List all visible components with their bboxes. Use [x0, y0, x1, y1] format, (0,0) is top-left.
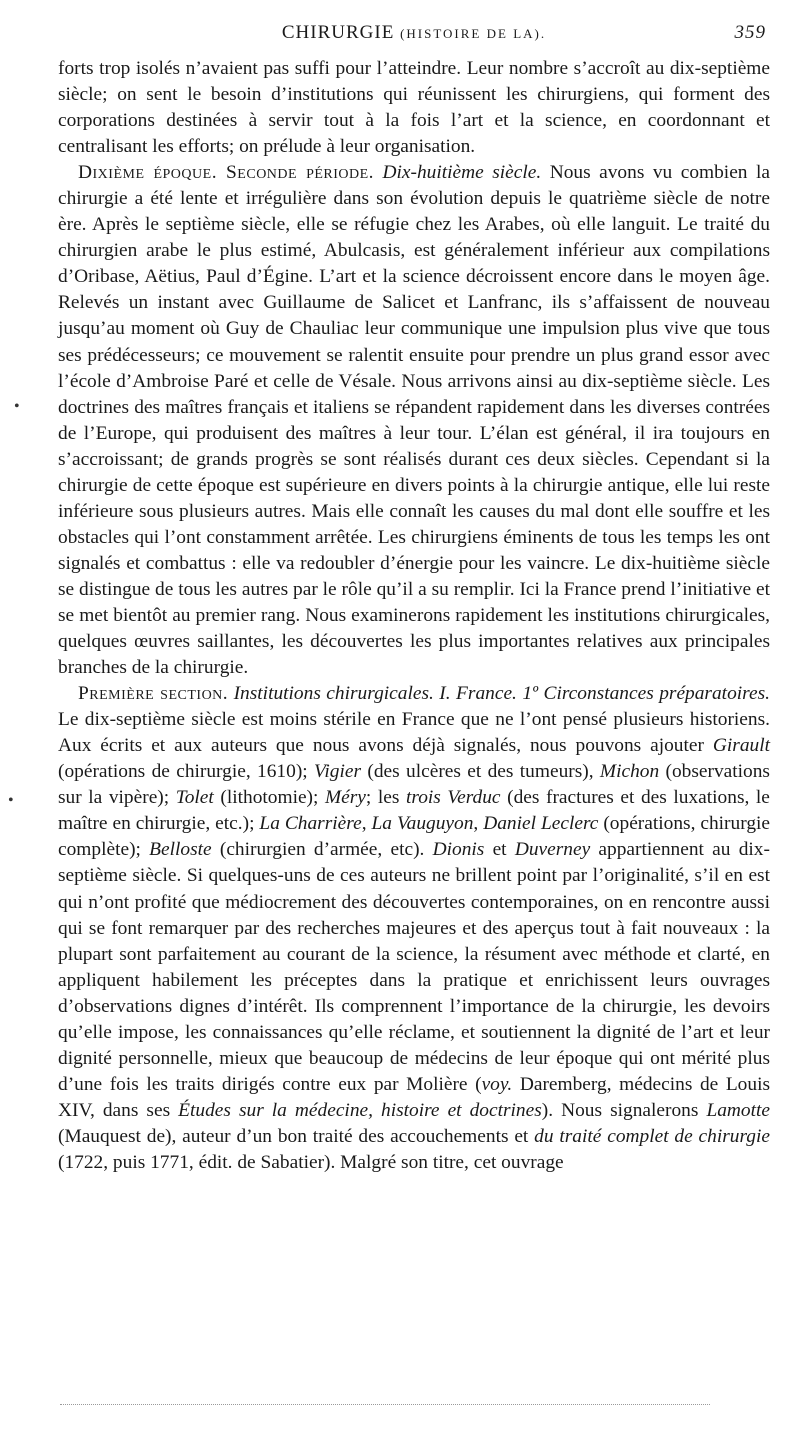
header-title: CHIRURGIE: [281, 22, 395, 43]
section-lead: Dixième époque. Seconde période.: [78, 162, 375, 184]
paragraph-text: (des fractures et des luxations, le maître en chirurgie, etc.);: [58, 787, 770, 835]
paragraph-text: Nous avons vu combien la chirurgie a été lente et irrégulière dans son évolution depuis le quatrième siècle de notre ère. Après le septième siècle, elle se réfugie chez les Arabes, où elle languit. Le traité du chirurgien arabe le plus estimé, Abulcasis, est généralement inférieur aux compilations d’Oribase, Aëtius, Paul d’Égine. L’art et la science décroissent encore dans le moyen âge. Relevés un instant avec Guillaume de Salicet et Lanfranc, ils s’affaissent de nouveau jusqu’au moment où Guy de Chauliac leur communique une impulsion plus vive que tous ses prédécesseurs; ce mouvement se ralentit ensuite pour prendre un plus grand essor avec l’école d’Ambroise Paré et celle de Vésale. Nous arrivons ainsi au dix-septième siècle. Les doctrines des maîtres français et italiens se répandent rapidement dans les diverses contrées de l’Europe, qui produisent des maîtres à leur tour. L’élan est général, il ira toujours en s’accroissant; de grands progrès se sont réalisés durant ces deux siècles. Cependant si la chirurgie de cette époque est supérieure en divers points à la chirurgie antique, elle lui reste inférieure sous plusieurs autres. Mais elle connaît les causes du mal dont elle souffre et les obstacles qui l’ont constamment arrêtée. Les chirurgiens éminents de tous les temps les ont signalés et combattus : elle va redoubler d’énergie pour les vaincre. Le dix-huitième siècle se distingue de tous les autres par le rôle qu’il a su remplir. Ici la France prend l’initiative et se met bientôt au premier rang. Nous examinerons rapidement les institutions chirurgicales, quelques œuvres saillantes, les découvertes les plus importantes relatives aux principales branches de la chirurgie.: [58, 162, 770, 679]
author-name: Michon: [599, 761, 660, 783]
paragraph-text: (chirurgien d’armée, etc).: [219, 839, 425, 861]
article-body: [58, 56, 770, 1176]
paragraph-text: (Mauquest de), auteur d’un bon traité des accouchements et: [58, 1125, 529, 1147]
paragraph-premiere-section: Première section. Institutions chirurgicales. I. France. 1º Circonstances préparatoires. Le dix-septième siècle est moins stérile en France que ne l’ont pensé plusieurs historiens. Aux écrits et aux auteurs que nous avons déjà signalés, nous pouvons ajouter Girault (opérations de chirurgie, 1610); Vigier (des ulcères et des tumeurs), Michon (observations sur la vipère); Tolet (lithotomie); Méry; les trois Verduc (des fractures et des luxations, le maître en chirurgie, etc.); La Charrière, La Vauguyon, Daniel Leclerc (opérations, chirurgie complète); Belloste (chirurgien d’armée, etc). Dionis et Duverney appartiennent au dix-septième siècle. Si quelques-uns de ces auteurs ne brillent point par l’originalité, s’il en est qui n’ont profité que médiocrement des découvertes contemporaines, on en rencontre aussi qui se font remarquer par des recherches majeures et des aperçus tout à fait nouveaux : la plupart sont parfaitement au courant de la science, la résument avec méthode et clarté, en appliquent habilement les préceptes dans la pratique et enrichissent leurs ouvrages d’observations dignes d’intérêt. Ils comprennent l’importance de la chirurgie, les devoirs qu’elle impose, les connaissances qu’elle réclame, et soutiennent la dignité de l’art et leur dignité personnelle, mieux que beaucoup de médecins de leur époque qui ont mérité plus d’une fois les traits dirigés contre eux par Molière (voy. Daremberg, médecins de Louis XIV, dans ses Études sur la médecine, histoire et doctrines). Nous signalerons Lamotte (Mauquest de), auteur d’un bon traité des accouchements et du traité complet de chirurgie (1722, puis 1771, édit. de Sabatier). Malgré son titre, cet ouvrage: [58, 683, 771, 1173]
paragraph-text: (des ulcères et des tumeurs),: [367, 761, 594, 783]
bottom-rule: [60, 1404, 710, 1405]
author-name: Tolet: [175, 787, 214, 809]
author-name: Duverney: [514, 839, 591, 861]
margin-speck: •: [8, 792, 14, 809]
section-title: Dix-huitième siècle.: [382, 162, 542, 184]
document-page: [58, 22, 770, 1176]
author-name: Méry: [324, 787, 366, 809]
paragraph-continuation: forts trop isolés n’avaient pas suffi pour l’atteindre. Leur nombre s’accroît au dix-septième siècle; on sent le besoin d’institutions qui réunissent les chirurgiens, qui forment des corporations destinées à servir tout à la fois l’art et la science, en coordonnant et centralisant les efforts; on prélude à leur organisation.: [58, 58, 770, 158]
paragraph-text: ). Nous signalerons: [541, 1099, 699, 1121]
paragraph-text: appartiennent au dix-septième siècle. Si quelques-uns de ces auteurs ne brillent point par l’originalité, s’il en est qui n’ont profité que médiocrement des découvertes contemporaines, on en rencontre aussi qui se font remarquer par des recherches majeures et des aperçus tout à fait nouveaux : la plupart sont parfaitement au courant de la science, la résument avec méthode et clarté, en appliquent habilement les préceptes dans la pratique et enrichissent leurs ouvrages d’observations dignes d’intérêt. Ils comprennent l’importance de la chirurgie, les devoirs qu’elle impose, les connaissances qu’elle réclame, et soutiennent la dignité de l’art et leur dignité personnelle, mieux que beaucoup de médecins de leur époque qui ont mérité plus d’une fois les traits dirigés contre eux par Molière (: [58, 839, 770, 1095]
author-name: La Vauguyon: [371, 813, 474, 835]
author-name: Daniel Leclerc: [483, 813, 599, 835]
paragraph-text: (observations sur la vipère);: [58, 761, 770, 809]
section-lead: Première section.: [78, 683, 229, 705]
paragraph-text: Le dix-septième siècle est moins stérile en France que ne l’ont pensé plusieurs historiens. Aux écrits et aux auteurs que nous avons déjà signalés, nous pouvons ajouter: [58, 709, 770, 757]
paragraph-text: (opérations de chirurgie, 1610);: [58, 761, 308, 783]
running-title: [58, 22, 770, 44]
header-subtitle: (HISTOIRE DE LA).: [400, 26, 547, 41]
paragraph-text: (opérations, chirurgie complète);: [58, 813, 771, 861]
country-heading: I. France.: [439, 683, 517, 705]
section-title: Institutions chirurgicales.: [233, 683, 434, 705]
margin-speck: •: [14, 398, 20, 415]
paragraph-text: (lithotomie);: [220, 787, 319, 809]
paragraph-dixieme-epoque: [58, 160, 770, 681]
page-number: 359: [734, 22, 766, 43]
author-name: Dionis: [432, 839, 485, 861]
paragraph-text: Daremberg, médecins de Louis XIV, dans ses: [58, 1073, 770, 1121]
voy-abbrev: voy.: [481, 1073, 513, 1095]
book-title: Études sur la médecine, histoire et doctrines: [178, 1099, 542, 1121]
author-name: Vigier: [314, 761, 362, 783]
book-title: du traité complet de chirurgie: [534, 1125, 770, 1147]
author-name: Girault: [712, 735, 770, 757]
author-name: trois Verduc: [406, 787, 501, 809]
paragraph-text: et: [492, 839, 507, 861]
author-name: La Charrière: [259, 813, 362, 835]
paragraph-text: (1722, puis 1771, édit. de Sabatier). Malgré son titre, cet ouvrage: [58, 1151, 564, 1173]
paragraph-text: ; les: [365, 787, 400, 809]
author-name: Lamotte: [706, 1099, 771, 1121]
running-header: [58, 22, 770, 56]
subsection-title: 1º Circonstances préparatoires.: [522, 683, 770, 705]
author-name: Belloste: [149, 839, 212, 861]
